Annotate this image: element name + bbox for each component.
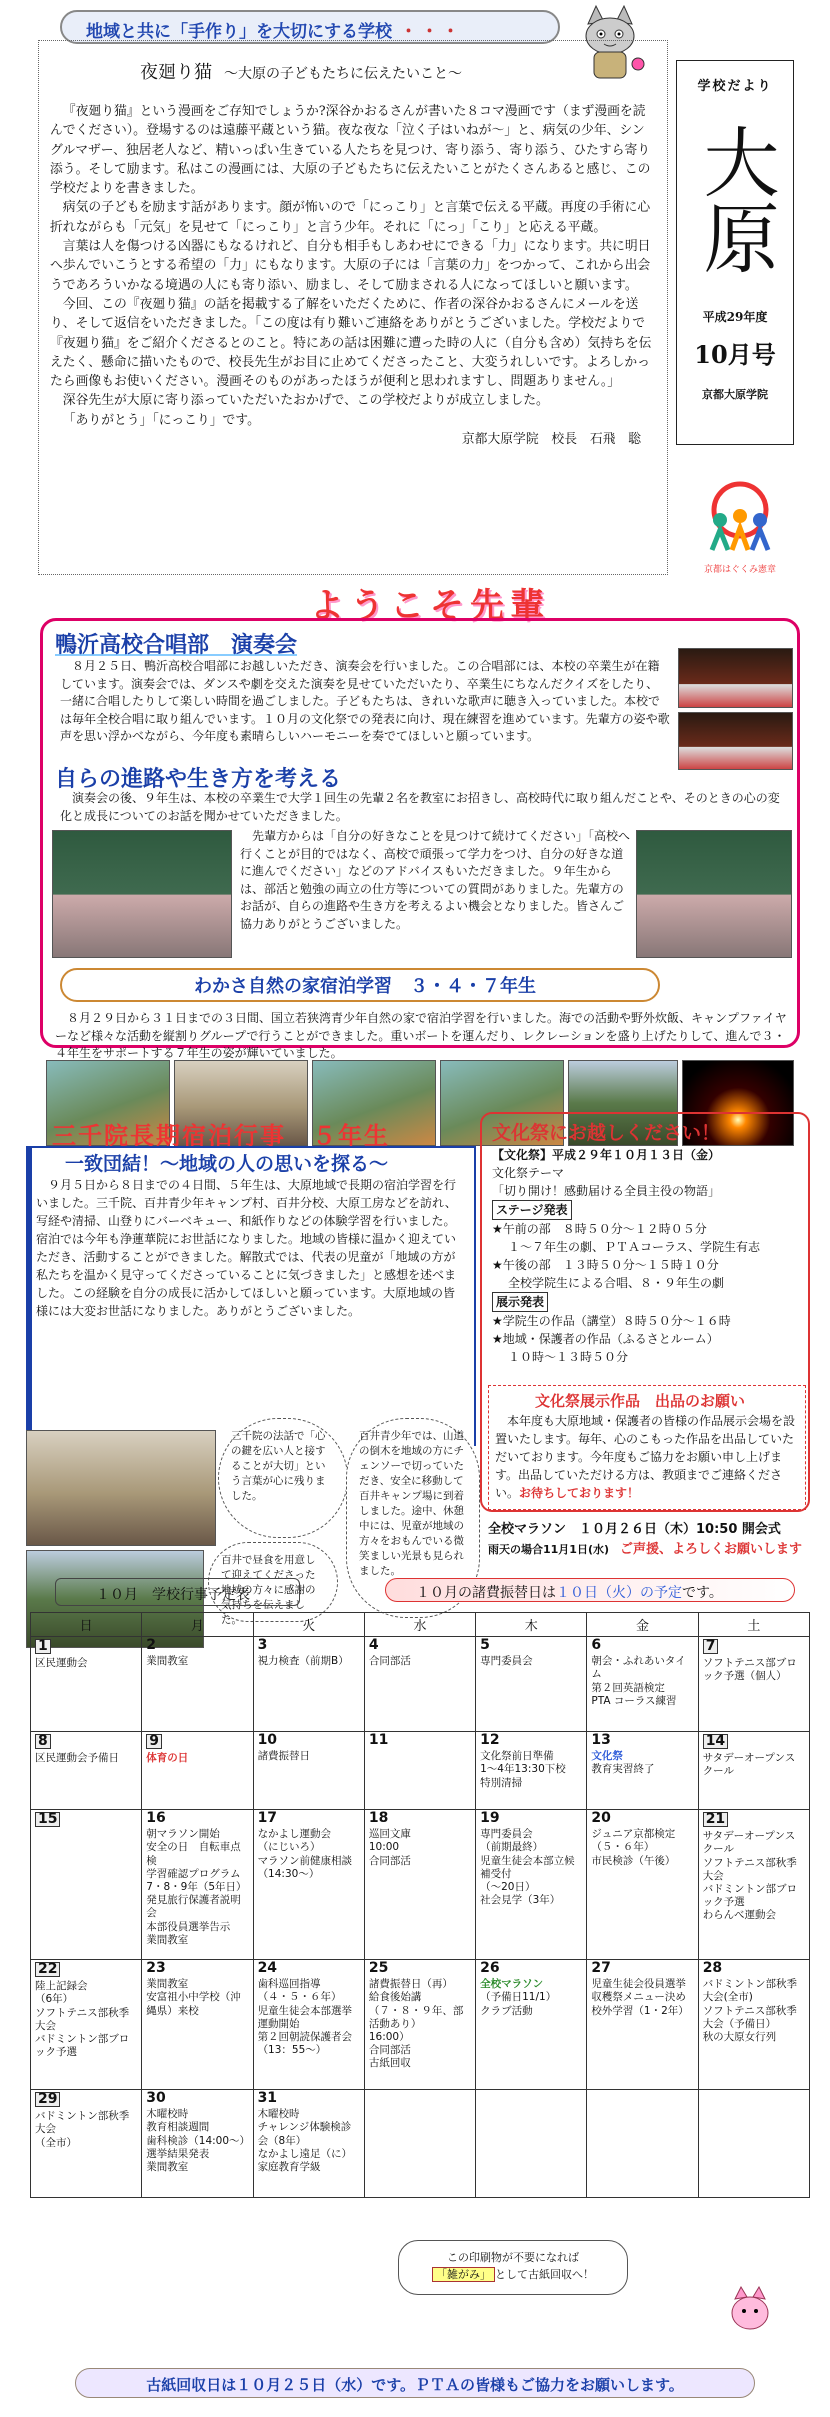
concert-photo (678, 648, 793, 708)
school-name: 京都大原学院 (702, 388, 768, 401)
stage-am: ★午前の部 ８時５０分～１２時０５分 (492, 1222, 707, 1236)
day-number-text: 30 (146, 2090, 166, 2106)
career-paragraph-2: 先輩方からは「自分の好きなことを見つけて続けてください」「高校へ行くことが目的ではなく、高校で頑張って学力をつけ、自分の好きな道に進んでください」などのアドバイスもいただきました。９年生からは、部活と勉強の両立の仕方等についての質問がありました。先輩方のお話が、自らの進路や生き方を考えるよい機会となりました。皆さんご協力ありがとうございました。 (240, 829, 631, 931)
exhibit-label: 展示発表 (492, 1292, 548, 1312)
day-number-text: 5 (480, 1637, 490, 1653)
calendar-event: ジュニア京都検定 (591, 1828, 676, 1841)
exhibit-request-body: 本年度も大原地域・保護者の皆様の作品展示会場を設置いたします。毎年、心のこもった作品を出品していただいております。今年度もご協力をお願い申し上げます。出品していただける方は、教頭までご連絡ください。 (495, 1414, 796, 1500)
calendar-day (142, 2090, 253, 2198)
day-number-text: 13 (591, 1732, 611, 1748)
essay-body (50, 102, 655, 449)
day-number-text: 8 (35, 1734, 51, 1749)
calendar-event: 校外学習（1・2年） (591, 2004, 689, 2017)
day-number-text: 10 (257, 1732, 278, 1748)
calendar-day (142, 1810, 253, 1960)
day-number (258, 1734, 360, 1747)
calendar-event: 特別清掃 (480, 1776, 523, 1789)
day-number-text: 6 (591, 1637, 602, 1653)
calendar-event: バドミントン部ブロック予選 (35, 2033, 130, 2059)
calendar-event: 16:00） (368, 2031, 410, 2044)
weekday-header: 水 (364, 1613, 475, 1637)
calendar-event: 安富祖小中学校（沖縄県）来校 (146, 1991, 241, 2017)
calendar-event: 合同部活 (368, 1854, 411, 1867)
calendar-day (698, 2090, 809, 2198)
career-text (60, 790, 790, 825)
calendar-event: 発見旅行保護者説明会 (146, 1894, 241, 1920)
calendar-event: 朝マラソン開始 (146, 1828, 220, 1841)
day-number (35, 1639, 137, 1654)
calendar-day (476, 2090, 587, 2198)
calendar-day (587, 1810, 698, 1960)
essay-paragraph: 今回、この『夜廻り猫』の話を掲載する了解をいただくために、作者の深谷かおるさんにメールを送り、そして返信をいただきました。「この度は有り難いご連絡をありがとうございました。学校だよりで『夜廻り猫』をご紹介くださるとのこと。特にあの話は困難に遭った時の人に（自分も含め）気持ちを伝えたく、懸命に描いたもので、校長先生がお目に止めてくださったこと、大変うれしいです。よろしかったら画像もお使いください。漫画そのものがあったほうが便利と思われますし、問題ありません。」 (50, 296, 652, 390)
calendar-event: 第２回英語検定 (591, 1681, 665, 1694)
event-calendar (30, 1612, 810, 2198)
day-number-text: 20 (591, 1810, 611, 1826)
day-number (703, 1962, 805, 1975)
highlight-event: 全校マラソン (480, 1978, 544, 1991)
day-number (369, 1812, 471, 1825)
day-number-text: 7 (703, 1639, 719, 1654)
calendar-event: マラソン前健康相談（14:30～） (257, 1854, 353, 1880)
calendar-day (587, 1732, 698, 1810)
calendar-day (31, 1637, 142, 1732)
sanzen-text (36, 1176, 466, 1320)
sanzen-comment-bubble: 百井青少年では、山道の倒木を地域の方にチェンソーで切っていただき、安全に移動して百井キャンプ場に到着しました。途中、休憩中には、児童が地域の方々をおもんでいる微笑ましい光景も見られました。 (346, 1418, 480, 1618)
paper-note-line1: この印刷物が不要になれば (447, 2251, 579, 2264)
calendar-event: （予備日11/1） (480, 1991, 557, 2004)
calendar-event: 木曜校時 (146, 2108, 189, 2121)
exhibit-request-text (495, 1412, 795, 1502)
day-number (591, 1962, 693, 1975)
issue-month: 10月号 (694, 340, 776, 369)
calendar-event: 社会見学（3年） (480, 1894, 561, 1907)
calendar-event: 1～4年13:30下校 (480, 1763, 566, 1776)
day-number (258, 1639, 360, 1652)
essay-paragraph: 言葉は人を傷つける凶器にもなるけれど、自分も相手もしあわせにできる「力」になります。共に明日へ歩んでいこうとする希望の「力」にもなります。大原の子には「言葉の力」をつかって、これから出会うであろういかなる境遇の人にも寄り添い、励まし、そして励まされる人になってほしいと願います。 (50, 239, 651, 293)
weekday-header: 木 (476, 1613, 587, 1637)
fee-transfer-notice (385, 1578, 795, 1602)
career-photo (636, 830, 792, 958)
calendar-day (31, 1960, 142, 2090)
paper-recycle-note (398, 2240, 628, 2295)
day-number-text: 28 (702, 1960, 723, 1976)
calendar-event: 専門委員会 (480, 1828, 533, 1841)
calendar-event: バドミントン部秋季大会 (35, 2110, 130, 2136)
calendar-day (364, 1960, 475, 2090)
marathon-cheer: ご声援、よろしくお願いします (620, 1542, 803, 1557)
calendar-day (587, 2090, 698, 2198)
fee-transfer-post: です。 (682, 1585, 723, 1601)
calendar-event: 諸費振替日（再） (368, 1978, 453, 1991)
banner-text: 地域と共に「手作り」を大切にする学校 (86, 22, 392, 42)
bunkasai-theme: 「切り開け！感動届ける全員主役の物語」 (492, 1184, 721, 1198)
calendar-day (253, 1960, 364, 2090)
calendar-event: （５・６年） (591, 1841, 655, 1854)
camp-text: ８月２９日から３１日までの３日間、国立若狭湾青少年自然の家で宿泊学習を行いました。海での活動や野外炊飯、キャンプファイヤーなど様々な活動を縦割りグループで行うことができました。重いボートを運んだり、レクレーションを盛り上げたりして、進んで３・４年生をサポートする７年生の姿が輝いていました。 (55, 1011, 787, 1060)
calendar-event: 家庭教育学級 (257, 2161, 321, 2174)
bunkasai-title: 文化祭にお越しください！ (492, 1122, 721, 1144)
calendar-event: バドミントン部秋季大会(全市) (702, 1978, 797, 2004)
calendar-day (476, 1637, 587, 1732)
calendar-day (364, 2090, 475, 2198)
day-number-text: 9 (146, 1734, 162, 1749)
calendar-event: 歯科巡回指導 (257, 1978, 321, 1991)
sanzen-comment-bubble: 三千院の法話で「心の鍵を広い人と接することが大切」という言葉が心に残りました。 (218, 1418, 348, 1538)
day-number-text: 4 (368, 1637, 379, 1653)
essay-paragraph: 『夜廻り猫』という漫画をご存知でしょうか?深谷かおるさんが書いた８コマ漫画です（まず漫画を読んでください）。登場するのは遠藤平蔵という猫。夜な夜な「泣く子はいねが～」と、病気の少年、シングルマザー、独居老人など、精いっぱい生きている人たちを見つけ、寄り添う、寄り添う、ひたすら寄り添う。そして励ます。私はこの漫画には、大原の子どもたちに伝えたいことがたくさんあると感じ、この学校だよりを書きました。 (50, 104, 651, 197)
calendar-event: 業間教室 (146, 1933, 189, 1946)
newsletter-label: 学校だより (697, 79, 773, 94)
day-number-text: 1 (35, 1639, 51, 1654)
calendar-day (587, 1960, 698, 2090)
day-number (703, 1639, 805, 1654)
day-number (480, 1962, 582, 1975)
welcome-title: ようこそ先輩 (310, 586, 550, 626)
exhibit-request-title: 文化祭展示作品 出品のお願い (535, 1392, 746, 1410)
header-banner (60, 10, 560, 44)
day-number (35, 1734, 137, 1749)
calendar-event: 巡回文庫 (368, 1828, 411, 1841)
bunkasai-details (492, 1146, 802, 1366)
calendar-day (142, 1637, 253, 1732)
day-number (480, 1734, 582, 1747)
calendar-day (476, 1960, 587, 2090)
day-number-text: 25 (368, 1960, 389, 1976)
exhibit-request-red: お待ちしております！ (519, 1486, 640, 1500)
day-number (591, 1812, 693, 1825)
day-number (258, 1962, 360, 1975)
issue-era: 平成29年度 (702, 310, 768, 324)
calendar-event: 給食後始講 (368, 1991, 422, 2004)
calendar-event: （７・８・９年、部活動あり） (368, 2004, 464, 2030)
day-number-text: 29 (35, 2092, 60, 2107)
weekday-header: 月 (142, 1613, 253, 1637)
calendar-event: 児童生徒会本部選挙運動開始 (257, 2004, 353, 2030)
day-number (146, 1962, 248, 1975)
stage-am-detail: １～７年生の劇、ＰＴＡコーラス、学院生有志 (508, 1240, 761, 1254)
calendar-event: 業間教室 (146, 2161, 189, 2174)
day-number-text: 21 (703, 1812, 728, 1827)
calendar-day (31, 2090, 142, 2198)
day-number-text: 11 (368, 1732, 389, 1748)
day-number (35, 1962, 137, 1977)
day-number-text: 18 (368, 1810, 389, 1826)
sanzen-comment-bubble: 百井で昼食を用意して迎えてくださった地域の方々に感謝の気持ちを伝えました。 (208, 1542, 338, 1622)
calendar-event: バドミントン部ブロック予選 (702, 1883, 797, 1909)
essay-title (140, 58, 462, 84)
marathon-line: 全校マラソン １０月２６日（木）10:50 開会式 (488, 1522, 781, 1537)
calendar-event: 専門委員会 (480, 1655, 533, 1668)
day-number-text: 14 (703, 1734, 728, 1749)
stage-pm: ★午後の部 １３時５０分～１５時１０分 (492, 1258, 719, 1272)
sanzen-paragraph: ９月５日から８日までの４日間、５年生は、大原地域で長期の宿泊学習を行いました。三千院、百井青少年キャンプ村、百井分校、大原工房などを訪れ、写経や清掃、山登りにバーベキュー、和紙作りなどの体験学習を行いました。宿泊では今年も浄蓮華院にお世話になりました。地域の皆様に温かく迎えていただき、活動することができました。解散式では、代表の児童が「地域の方が私たちを温かく見守ってくださっていることに気づきました」と感想を述べました。この経験を自分の成長に活かしてほしいと願っています。大原地域の皆様には大変お世話になりました。ありがとうございました。 (36, 1178, 457, 1318)
calendar-event: 児童生徒会役員選挙 (591, 1978, 686, 1991)
calendar-week (31, 2090, 810, 2198)
calendar-event: 7・8・9年（5年日） (146, 1881, 247, 1894)
calendar-event: 本部役員選挙告示 (146, 1920, 231, 1933)
calendar-day (253, 1637, 364, 1732)
calendar-day (253, 1732, 364, 1810)
calendar-event: 教育実習終了 (591, 1763, 655, 1776)
weekday-header: 日 (31, 1613, 142, 1637)
calendar-event: 秋の大原女行列 (702, 2031, 777, 2044)
essay-title-text: 夜廻り猫 (140, 62, 212, 83)
weekday-header: 金 (587, 1613, 698, 1637)
calendar-event: 業間教室 (146, 1655, 189, 1668)
day-number (146, 2092, 248, 2105)
calendar-event: サタデーオープンスクール (702, 1752, 796, 1778)
stage-pm-detail: 全校学院生による合唱、８・９年生の劇 (508, 1276, 725, 1290)
banner-dots: ・・・ (400, 22, 463, 42)
day-number (703, 1812, 805, 1827)
hagukumi-logo-icon (690, 470, 790, 580)
calendar-event: チャレンジ体験検診会（8年） (257, 2121, 352, 2147)
calendar-event: 業間教室 (146, 1978, 189, 1991)
day-number (703, 1734, 805, 1749)
calendar-week (31, 1637, 810, 1732)
school-big-name: 大原 (691, 123, 780, 275)
day-number (146, 1812, 248, 1825)
calendar-event: （前期最終） (480, 1841, 544, 1854)
day-number (369, 1639, 471, 1652)
fee-transfer-pre: １０月の諸費振替日は (416, 1585, 556, 1601)
day-number (369, 1734, 471, 1747)
day-number (369, 1962, 471, 1975)
day-number (480, 1639, 582, 1652)
day-number-text: 22 (35, 1962, 60, 1977)
day-number-text: 3 (257, 1637, 268, 1653)
day-number (591, 1639, 693, 1652)
calendar-event: なかよし遠足（に） (257, 2147, 353, 2160)
calendar-day (587, 1637, 698, 1732)
sanzen-photo (26, 1430, 216, 1546)
footer-notice: 古紙回収日は１０月２５日（水）です。ＰＴＡの皆様もご協力をお願いします。 (75, 2368, 755, 2398)
calendar-event: （にじいろ） (257, 1841, 321, 1854)
concert-photo (678, 712, 793, 770)
career-photo (52, 830, 232, 958)
day-number-text: 15 (35, 1812, 60, 1827)
weekday-header: 火 (253, 1613, 364, 1637)
calendar-event: 合同部活 (368, 1655, 411, 1668)
calendar-day (142, 1732, 253, 1810)
calendar-day (142, 1960, 253, 2090)
calendar-day (364, 1810, 475, 1960)
concert-text (60, 658, 670, 746)
exhibit-2: ★地域・保護者の作品（ふるさとルーム） (492, 1332, 719, 1346)
bunkasai-theme-label: 文化祭テーマ (492, 1166, 565, 1180)
highlight-event: 体育の日 (146, 1752, 189, 1765)
calendar-event: （～20日） (480, 1881, 536, 1894)
calendar-event: 歯科検診（14:00～） (146, 2134, 251, 2147)
paper-note-highlight: 「雑がみ」 (432, 2267, 495, 2282)
calendar-week (31, 1810, 810, 1960)
day-number (146, 1734, 248, 1749)
calendar-event: 選挙結果発表 (146, 2147, 210, 2160)
essay-subtitle: ～大原の子どもたちに伝えたいこと～ (224, 66, 462, 82)
calendar-event: 諸費振替日 (257, 1750, 311, 1763)
day-number-text: 12 (480, 1732, 500, 1748)
camp-title: わかさ自然の家宿泊学習 ３・４・７年生 (194, 976, 536, 997)
day-number-text: 27 (591, 1960, 611, 1976)
calendar-event: ソフトテニス部秋季大会 (702, 1856, 797, 1882)
day-number-text: 17 (257, 1810, 278, 1826)
calendar-day (364, 1732, 475, 1810)
exhibit-1: ★学院生の作品（講堂）８時５０分～１６時 (492, 1314, 731, 1328)
calendar-event: クラブ活動 (480, 2004, 533, 2017)
day-number-text: 19 (480, 1810, 500, 1826)
calendar-event: 木曜校時 (257, 2108, 300, 2121)
pink-cat-icon (725, 2285, 775, 2335)
calendar-day (253, 1810, 364, 1960)
calendar-event: （４・５・６年） (257, 1991, 342, 2004)
essay-signature: 京都大原学院 校長 石飛 聡 (461, 432, 641, 448)
paper-note-line2: として古紙回収へ！ (495, 2268, 594, 2281)
weekday-header: 土 (698, 1613, 809, 1637)
calendar-event: 安全の日 自転車点検 (146, 1841, 241, 1867)
calendar-event: ソフトテニス部秋季大会（予備日） (702, 2004, 797, 2030)
day-number-text: 16 (146, 1810, 166, 1826)
newsletter-title-box (676, 60, 794, 445)
marathon-rain: 雨天の場合11月1日(水) (488, 1543, 610, 1556)
day-number (591, 1734, 693, 1747)
day-number-text: 23 (146, 1960, 166, 1976)
exhibit-2-time: １０時～１３時５０分 (508, 1350, 629, 1364)
calendar-event: 区民運動会予備日 (35, 1752, 119, 1765)
calendar-event: 文化祭前日準備 (480, 1750, 554, 1763)
calendar-event: ソフトテニス部秋季大会 (35, 2006, 130, 2032)
concert-title: 鴨沂高校合唱部 演奏会 (55, 633, 298, 658)
calendar-event: 第２回朝読保護者会（13：55～） (257, 2031, 353, 2057)
calendar-event: PTA コーラス練習 (591, 1694, 677, 1707)
calendar-event: 学習確認プログラム (146, 1867, 241, 1880)
day-number-text: 31 (257, 2090, 278, 2106)
day-number-text: 26 (480, 1960, 500, 1976)
calendar-week (31, 1732, 810, 1810)
calendar-event: 児童生徒会本部立候補受付 (480, 1854, 575, 1880)
calendar-day (698, 1960, 809, 2090)
day-number (258, 2092, 360, 2105)
day-number (35, 2092, 137, 2107)
calendar-week (31, 1960, 810, 2090)
calendar-day (698, 1637, 809, 1732)
calendar-event: 教育相談週間 (146, 2121, 210, 2134)
calendar-event: 10:00 (368, 1841, 400, 1854)
sanzen-subtitle: 一致団結！～地域の人の思いを探る～ (65, 1153, 389, 1175)
calendar-event: なかよし運動会 (257, 1828, 332, 1841)
day-number-text: 2 (146, 1637, 157, 1653)
calendar-day (253, 2090, 364, 2198)
calendar-event: わらんべ運動会 (702, 1909, 776, 1922)
highlight-event: 文化祭 (591, 1750, 623, 1763)
calendar-event: 合同部活 (368, 2044, 411, 2057)
calendar-event: 古紙回収 (368, 2057, 411, 2070)
calendar-event: 市民検診（午後） (591, 1854, 676, 1867)
calendar-day (698, 1810, 809, 1960)
calendar-event: 視力検査（前期B） (257, 1655, 349, 1668)
essay-paragraph: 深谷先生が大原に寄り添っていただいたおかげで、この学校だよりが成立しました。 (62, 393, 549, 409)
day-number (146, 1639, 248, 1652)
concert-paragraph: ８月２５日、鴨沂高校合唱部にお越しいただき、演奏会を行いました。この合唱部には、本校の卒業生が在籍しています。演奏会では、ダンスや劇を交えた演奏を見せていただいたり、卒業生にちなんだクイズをしたり、一緒に合唱したりして楽しい時間を過ごしました。子どもたちは、きれいな歌声に聴き入っていました。本校では毎年全校合唱に取り組んでいます。１０月の文化祭での発表に向け、現在練習を進めています。先輩方の姿や歌声を思い浮かべながら、今年度も素晴らしいハーモニーを奏でてほしいと願っています。 (60, 659, 670, 743)
calendar-day (476, 1732, 587, 1810)
calendar-event: （6年） (35, 1993, 74, 2006)
calendar-event: サタデーオープンスクール (702, 1830, 796, 1856)
essay-paragraph: 「ありがとう」「にっこり」です。 (62, 412, 260, 428)
calendar-event: 収穫祭メニュー決め (591, 1991, 686, 2004)
sanzen-title: 三千院長期宿泊行事 ５年生 (52, 1122, 390, 1150)
essay-paragraph: 病気の子どもを励ます話があります。顔が怖いので「にっこり」と言葉で伝える平蔵。再度の手術に心折れながらも「元気」を見せて「にっこり」と言う少年。それに「にっ」「こり」と応える平蔵。 (50, 200, 651, 235)
fee-transfer-date: １０日（火）の予定 (556, 1585, 682, 1601)
logo-text: 京都はぐくみ憲章 (703, 565, 777, 575)
day-number-text: 24 (257, 1960, 278, 1976)
day-number (35, 1812, 137, 1827)
day-number (258, 1812, 360, 1825)
calendar-event: ソフトテニス部ブロック予選（個人） (702, 1657, 797, 1683)
calendar-day (31, 1732, 142, 1810)
calendar-day (31, 1810, 142, 1960)
calendar-day (698, 1732, 809, 1810)
calendar-event: 朝会・ふれあいタイム (591, 1655, 686, 1681)
career-paragraph: 演奏会の後、９年生は、本校の卒業生で大学１回生の先輩２名を教室にお招きし、高校時代に取り組んだことや、そのときの心の変化と成長についてのお話を聞かせていただきました。 (60, 791, 780, 823)
marathon-rain-line (488, 1538, 802, 1557)
calendar-event: （全市） (35, 2136, 77, 2149)
day-number (480, 1812, 582, 1825)
calendar-day (364, 1637, 475, 1732)
calendar-event: 区民運動会 (35, 1657, 88, 1670)
calendar-day (476, 1810, 587, 1960)
calendar-event: 陸上記録会 (35, 1980, 88, 1993)
stage-label: ステージ発表 (492, 1200, 572, 1220)
career-title: 自らの進路や生き方を考える (55, 767, 342, 792)
bunkasai-date: 【文化祭】平成２９年１０月１３日（金） (492, 1148, 721, 1162)
calendar-title: １０月 学校行事予定表 (55, 1578, 300, 1606)
